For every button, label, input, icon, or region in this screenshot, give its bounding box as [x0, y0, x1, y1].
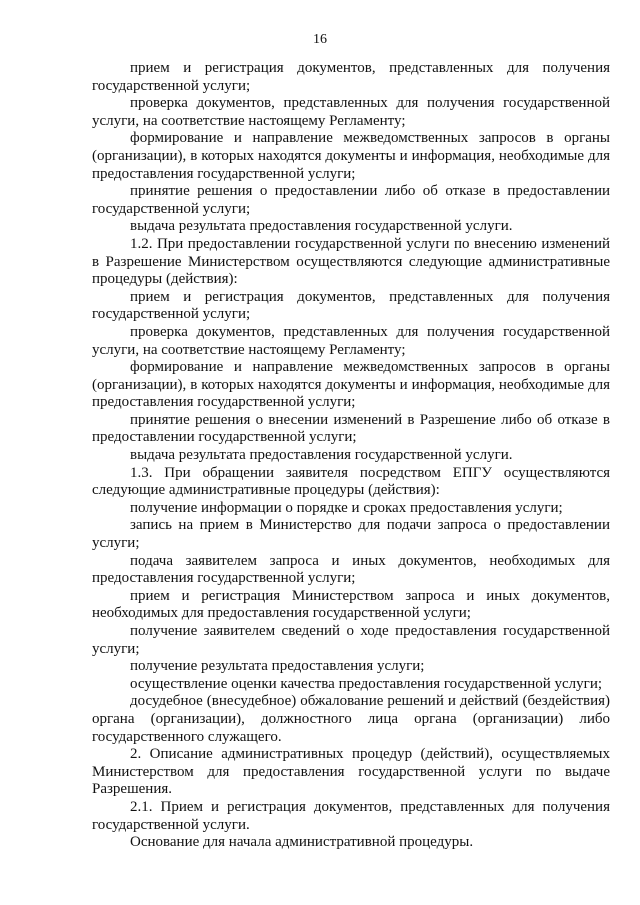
- paragraph: досудебное (внесудебное) обжалование решений и действий (бездействия) органа (организации), должностного лица органа (организации) либо государственного служащего.: [92, 693, 610, 745]
- paragraph: принятие решения о внесении изменений в Разрешение либо об отказе в предоставлении государственной услуги;: [92, 411, 610, 446]
- paragraph: получение результата предоставления услуги;: [130, 658, 425, 675]
- document-body: [92, 60, 610, 852]
- paragraph: Основание для начала административной процедуры.: [130, 834, 474, 851]
- paragraph: выдача результата предоставления государственной услуги.: [130, 447, 513, 464]
- paragraph: осуществление оценки качества предоставления государственной услуги;: [130, 675, 603, 692]
- section-heading: 2. Описание административных процедур (действий), осуществляемых Министерством для предоставления государственной услуги по выдаче Разрешения.: [92, 746, 610, 798]
- page-number: 16: [313, 32, 327, 47]
- subsection-heading: 2.1. Прием и регистрация документов, представленных для получения государственной услуги.: [92, 798, 610, 833]
- paragraph: прием и регистрация документов, представленных для получения государственной услуги;: [92, 60, 610, 94]
- paragraph: проверка документов, представленных для получения государственной услуги, на соответствие настоящему Регламенту;: [92, 95, 610, 129]
- paragraph: формирование и направление межведомственных запросов в органы (организации), в которых находятся документы и информация, необходимые для предоставления государственной услуги;: [92, 130, 610, 182]
- paragraph: выдача результата предоставления государственной услуги.: [130, 218, 513, 235]
- paragraph: проверка документов, представленных для получения государственной услуги, на соответствие настоящему Регламенту;: [92, 323, 610, 358]
- paragraph: принятие решения о предоставлении либо об отказе в предоставлении государственной услуги;: [92, 183, 610, 217]
- paragraph: формирование и направление межведомственных запросов в органы (организации), в которых находятся документы и информация, необходимые для предоставления государственной услуги;: [92, 359, 610, 411]
- paragraph: запись на прием в Министерство для подачи запроса о предоставлении услуги;: [92, 517, 610, 552]
- paragraph: 1.3. При обращении заявителя посредством ЕПГУ осуществляются следующие административные процедуры (действия):: [92, 464, 610, 499]
- paragraph: 1.2. При предоставлении государственной услуги по внесению изменений в Разрешение Министерством осуществляются следующие административные процедуры (действия):: [92, 235, 610, 288]
- paragraph: получение информации о порядке и сроках предоставления услуги;: [130, 499, 563, 516]
- paragraph: прием и регистрация Министерством запроса и иных документов, необходимых для предоставления государственной услуги;: [92, 587, 610, 622]
- paragraph: получение заявителем сведений о ходе предоставления государственной услуги;: [92, 623, 610, 657]
- paragraph: прием и регистрация документов, представленных для получения государственной услуги;: [92, 288, 610, 323]
- paragraph: подача заявителем запроса и иных документов, необходимых для предоставления государственной услуги;: [92, 552, 610, 587]
